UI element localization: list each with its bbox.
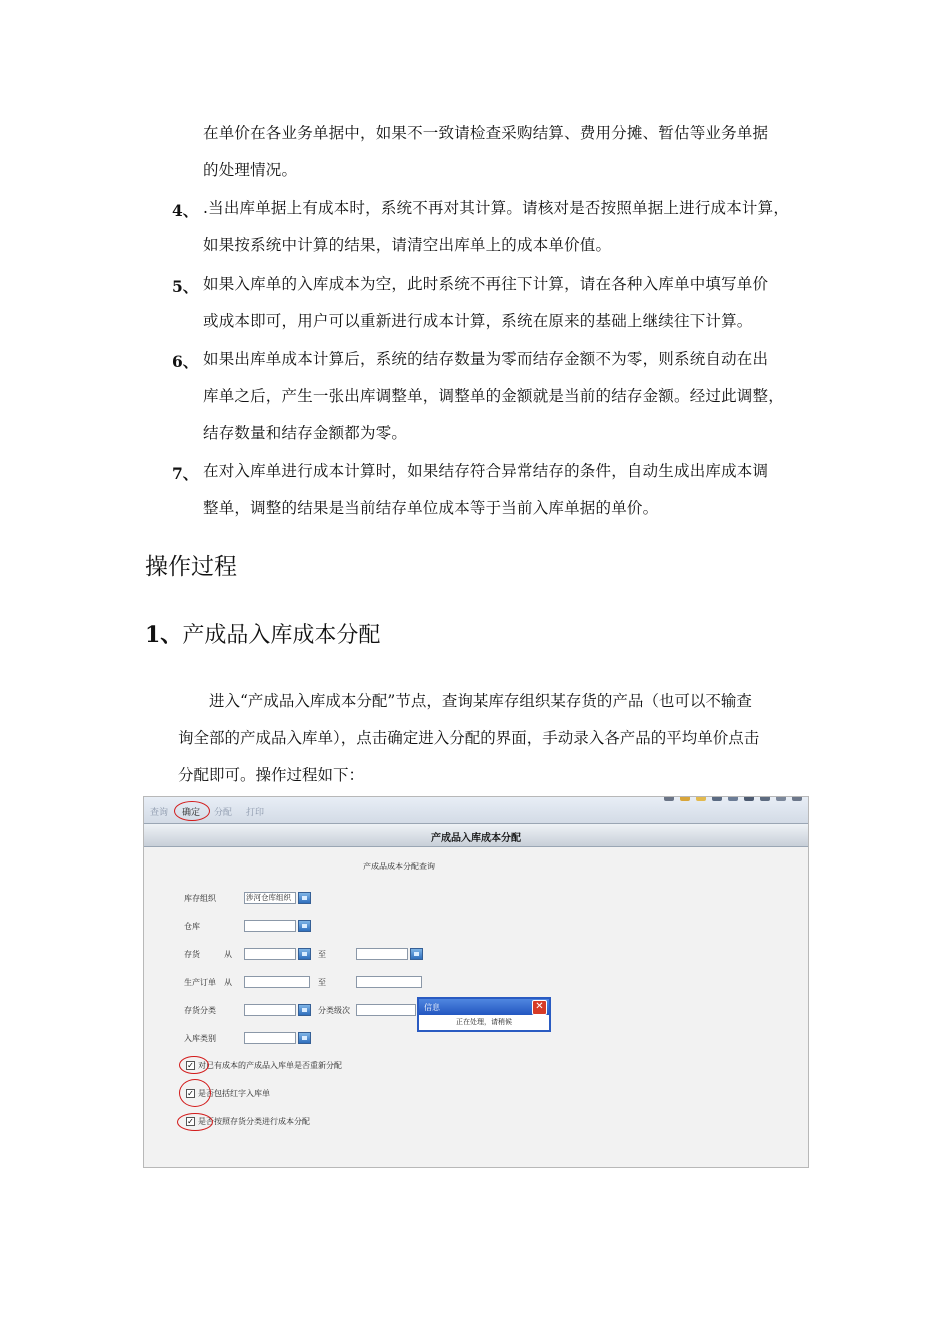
subsection-heading xyxy=(145,618,380,649)
paragraph-line: 的处理情况。 xyxy=(203,161,298,179)
intro-line: 进入“产成品入库成本分配”节点，查询某库存组织某存货的产品（也可以不输查 xyxy=(209,692,752,710)
warehouse-lookup-icon[interactable] xyxy=(298,920,311,932)
include-red-label: 是否包括红字入库单 xyxy=(198,1089,270,1098)
item-number-5: 5、 xyxy=(172,277,199,296)
paragraph-item-4 xyxy=(203,190,813,264)
paragraph-line: 如果出库单成本计算后，系统的结存数量为零而结存金额不为零，则系统自动在出 xyxy=(203,350,769,368)
paragraph-line: .当出库单据上有成本时，系统不再对其计算。请核对是否按照单据上进行成本计算， xyxy=(203,199,790,217)
subsection-number: 1、 xyxy=(145,622,183,648)
help-icon[interactable] xyxy=(712,796,722,801)
toolbar-allocate-button[interactable]: 分配 xyxy=(214,808,233,818)
paragraph-3-continuation xyxy=(203,115,813,189)
home-icon[interactable] xyxy=(680,796,690,801)
intro-line: 询全部的产成品入库单），点击确定进入分配的界面，手动录入各产品的平均单价点击 xyxy=(178,729,760,747)
inventory-label: 存货 xyxy=(184,950,200,959)
org-lookup-icon[interactable] xyxy=(298,892,311,904)
warehouse-field[interactable] xyxy=(244,920,296,932)
refresh-icon[interactable] xyxy=(744,796,754,801)
include-red-highlight-circle xyxy=(179,1079,211,1107)
paragraph-line: 在单价在各业务单据中，如果不一致请检查采购结算、费用分摊、暂估等业务单据 xyxy=(203,124,769,142)
by-class-highlight-circle xyxy=(177,1113,213,1131)
dialog-message: 正在处理，请稍候 xyxy=(456,1018,512,1026)
window-title-bar xyxy=(144,823,808,847)
level-field[interactable] xyxy=(356,1004,416,1016)
org-label: 库存组织 xyxy=(184,894,216,903)
reallocate-label: 对已有成本的产成品入库单是否重新分配 xyxy=(198,1061,342,1070)
item-number-6: 6、 xyxy=(172,352,199,371)
subsection-title: 产成品入库成本分配 xyxy=(182,623,381,648)
class-field[interactable] xyxy=(244,1004,296,1016)
paragraph-line: 在对入库单进行成本计算时，如果结存符合异常结存的条件，自动生成出库成本调 xyxy=(203,462,769,480)
window-title: 产成品入库成本分配 xyxy=(431,833,521,844)
order-to-label: 至 xyxy=(318,978,326,987)
item-number-7: 7、 xyxy=(172,464,199,483)
type-field[interactable] xyxy=(244,1032,296,1044)
paragraph-item-5 xyxy=(203,266,813,340)
inventory-from-label: 从 xyxy=(224,950,232,959)
order-to-field[interactable] xyxy=(356,976,422,988)
paragraph-line: 如果入库单的入库成本为空，此时系统不再往下计算，请在各种入库单中填写单价 xyxy=(203,275,769,293)
dialog-title: 信息 xyxy=(424,1003,440,1012)
org-field[interactable]: 涉河仓库组织 xyxy=(244,892,296,904)
item-number-4: 4、 xyxy=(172,201,199,220)
level-label: 分类级次 xyxy=(318,1006,350,1015)
confirm-highlight-circle xyxy=(174,801,210,821)
inventory-to-label: 至 xyxy=(318,950,326,959)
paragraph-item-7 xyxy=(203,453,813,527)
window-controls xyxy=(664,796,804,804)
paragraph-line: 结存数量和结存金额都为零。 xyxy=(203,424,408,442)
order-label: 生产订单 xyxy=(184,978,216,987)
inventory-from-field[interactable] xyxy=(244,948,296,960)
toolbar-print-button[interactable]: 打印 xyxy=(246,808,265,818)
type-lookup-icon[interactable] xyxy=(298,1032,311,1044)
inventory-to-lookup-icon[interactable] xyxy=(410,948,423,960)
nav-icon[interactable] xyxy=(664,796,674,801)
order-from-label: 从 xyxy=(224,978,232,987)
reallocate-checkbox[interactable]: ✓ xyxy=(187,1061,194,1070)
reallocate-highlight-circle xyxy=(179,1056,209,1074)
include-red-checkbox[interactable]: ✓ xyxy=(187,1089,194,1098)
intro-line: 分配即可。操作过程如下： xyxy=(178,766,365,784)
tool-icon[interactable] xyxy=(728,796,738,801)
paragraph-line: 整单，调整的结果是当前结存单位成本等于当前入库单据的单价。 xyxy=(203,499,659,517)
inventory-from-lookup-icon[interactable] xyxy=(298,948,311,960)
toolbar-confirm-button[interactable]: 确定 xyxy=(182,808,201,818)
info-dialog xyxy=(417,997,551,1032)
paragraph-line: 如果按系统中计算的结果，请清空出库单上的成本单价值。 xyxy=(203,236,612,254)
order-from-field[interactable] xyxy=(244,976,310,988)
dialog-close-icon[interactable]: ✕ xyxy=(532,1000,547,1015)
minimize-icon[interactable] xyxy=(776,796,786,801)
folder-icon[interactable] xyxy=(696,796,706,801)
paragraph-item-6 xyxy=(203,341,813,452)
by-class-label: 是否按照存货分类进行成本分配 xyxy=(198,1117,310,1126)
section-heading: 操作过程 xyxy=(145,554,237,580)
type-label: 入库类别 xyxy=(184,1034,216,1043)
class-lookup-icon[interactable] xyxy=(298,1004,311,1016)
intro-paragraph xyxy=(178,683,808,794)
paragraph-line: 或成本即可，用户可以重新进行成本计算，系统在原来的基础上继续往下计算。 xyxy=(203,312,753,330)
query-caption: 产成品成本分配查询 xyxy=(363,862,435,871)
user-icon[interactable] xyxy=(760,796,770,801)
close-icon[interactable] xyxy=(792,796,802,801)
dialog-header xyxy=(419,999,549,1015)
toolbar xyxy=(144,797,808,823)
by-class-checkbox[interactable]: ✓ xyxy=(187,1117,194,1126)
paragraph-line: 库单之后，产生一张出库调整单，调整单的金额就是当前的结存金额。经过此调整， xyxy=(203,387,784,405)
class-label: 存货分类 xyxy=(184,1006,216,1015)
inventory-to-field[interactable] xyxy=(356,948,408,960)
warehouse-label: 仓库 xyxy=(184,922,200,931)
toolbar-query-button[interactable]: 查询 xyxy=(150,808,169,818)
embedded-screenshot xyxy=(143,796,809,1168)
